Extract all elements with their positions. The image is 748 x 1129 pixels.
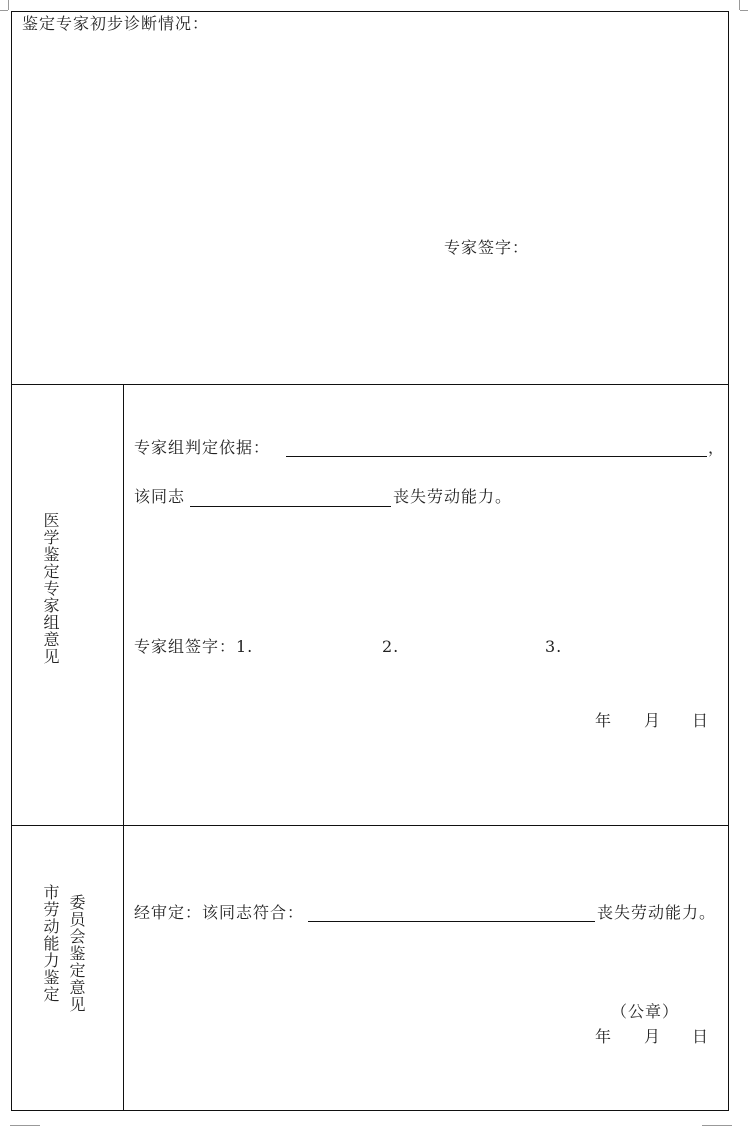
committee-side-label-col1: 市劳动能力鉴定 [41,884,60,1003]
table-border-bottom [11,1110,729,1111]
corner-mark-bottom-right-h [702,1125,732,1126]
corner-mark-top-right-v [739,0,740,10]
initial-diagnosis-title: 鉴定专家初步诊断情况： [22,14,210,33]
committee-date-month: 月 [644,1027,662,1046]
table-border-top [11,11,729,12]
group-date-month: 月 [644,711,662,730]
committee-date-day: 日 [692,1027,710,1046]
group-date-day: 日 [692,711,710,730]
corner-mark-top-right-h [740,10,748,11]
row-divider-2 [11,825,729,826]
committee-side-label-col2: 委员会鉴定意见 [67,894,86,1013]
corner-mark-bottom-left-h [10,1125,40,1126]
table-border-left [11,11,12,1111]
official-seal-label: （公章） [611,1002,680,1021]
corner-mark-top-left-v [8,0,9,10]
comrade-prefix: 该同志 [134,487,186,506]
row-divider-1 [11,384,729,385]
label-column-divider [123,384,124,1111]
basis-suffix: ， [708,438,726,457]
committee-date-year: 年 [595,1027,613,1046]
table-border-right [728,11,729,1111]
comrade-underline[interactable] [190,506,391,507]
basis-underline[interactable] [286,456,707,457]
basis-label: 专家组判定依据： [134,438,271,457]
expert-signature-label: 专家签字： [444,238,530,257]
review-underline[interactable] [308,921,595,922]
group-sign-2: 2. [382,637,400,656]
expert-group-side-label: 医学鉴定专家组意见 [41,512,60,665]
group-sign-3: 3. [545,637,563,656]
corner-mark-top-left-h [0,10,8,11]
comrade-suffix: 丧失劳动能力。 [393,487,513,506]
review-suffix: 丧失劳动能力。 [597,903,717,922]
group-date-year: 年 [595,711,613,730]
review-label: 经审定：该同志符合： [134,903,305,922]
group-sign-label: 专家组签字：1. [134,637,254,656]
